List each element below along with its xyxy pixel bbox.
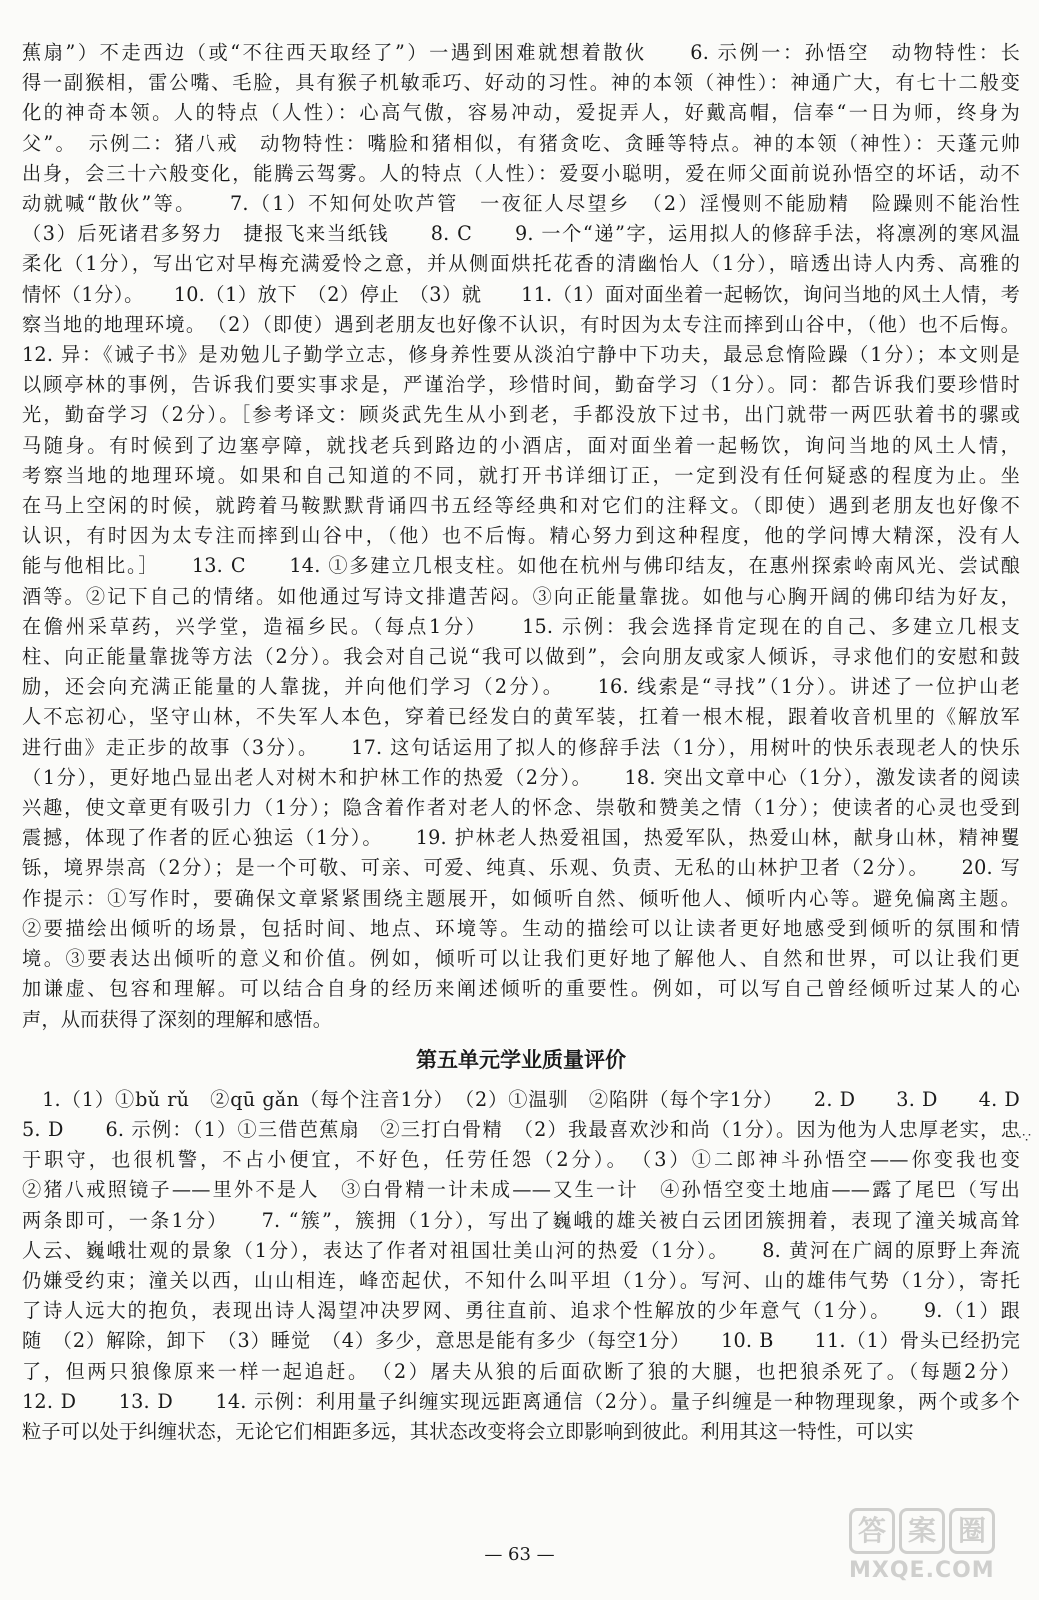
section-title: 第五单元学业质量评价 xyxy=(416,1047,626,1072)
text-line: （1分），更好地凸显出老人对树木和护林工作的热爱（2分）。 18. 突出文章中心（1分），激发读者的阅读 xyxy=(22,765,1020,789)
text-line: 动就喊“散伙”等。 7.（1）不知何处吹芦管 一夜征人尽望乡 （2）淫慢则不能励精 险躁则不能治性 xyxy=(22,192,1020,216)
text-line: 1.（1）①bǔ rǔ ②qū gǎn（每个注音1分） （2）①温驯 ②陷阱（每个字1分） 2. D 3. D 4. D xyxy=(22,1087,1020,1111)
text-line: 12. 异：《诫子书》是劝勉儿子勤学立志，修身养性要从淡泊宁静中下功夫，最忌怠惰险躁（1分）；本文则是 xyxy=(22,343,1020,367)
text-line: 随 （2）解除，卸下 （3）睡觉 （4）多少，意思是能有多少（每空1分） 10. B 11.（1）骨头已经扔完 xyxy=(22,1329,1020,1353)
text-line: 于职守，也很机警，不占小便宜，不好色，任劳任怨（2分）。 （3）①二郎神斗孙悟空——你变我也变 xyxy=(22,1148,1020,1172)
text-line: 了，但两只狼像原来一样一起追赶。 （2）屠夫从狼的后面砍断了狼的大腿，也把狼杀死了。（每题2分） xyxy=(22,1359,1020,1383)
text-line: 境。③要表达出倾听的意义和价值。例如，倾听可以让我们更好地了解他人、自然和世界，可以让我们更 xyxy=(22,947,1020,971)
text-line: （3）后死诸君多努力 捷报飞来当纸钱 8. C 9. 一个“递”字，运用拟人的修辞手法，将凛冽的寒风温 xyxy=(22,222,1020,246)
text-line: 人不忘初心，坚守山林，不失军人本色，穿着已经发白的黄军装，扛着一根木棍，跟着收音机里的《解放军 xyxy=(22,705,1020,729)
text-line: 进行曲》走正步的故事（3分）。 17. 这句话运用了拟人的修辞手法（1分），用树叶的快乐表现老人的快乐 xyxy=(22,735,1020,759)
page-number: — 63 — xyxy=(484,1544,555,1565)
watermark-url: MXQE.COM xyxy=(849,1558,995,1583)
text-line: 以顾亭林的事例，告诉我们要实事求是，严谨治学，珍惜时间，勤奋学习（1分）。同：都告诉我们要珍惜时 xyxy=(22,373,1020,397)
text-line: 得一副猴相，雷公嘴、毛脸，具有猴子机敏乖巧、好动的习性。神的本领（神性）：神通广大，有七十二般变 xyxy=(22,71,1020,95)
answer-text-block xyxy=(22,38,1020,1035)
text-line: 铄，境界崇高（2分）；是一个可敬、可亲、可爱、纯真、乐观、负责、无私的山林护卫者（2分）。 20. 写 xyxy=(22,856,1020,880)
text-line: 马随身。有时候到了边塞亭障，就找老兵到路边的小酒店，面对面坐着一起畅饮，询问当地的风土人情， xyxy=(22,433,1020,457)
text-line: 光，勤奋学习（2分）。［参考译文：顾炎武先生从小到老，手都没放下过书，出门就带一两匹驮着书的骡或 xyxy=(22,403,1020,427)
text-line: 化的神奇本领。人的特点（人性）：心高气傲，容易冲动，爱捉弄人，好戴高帽，信奉“一日为师，终身为 xyxy=(22,101,1020,125)
margin-mark: ·∵ xyxy=(1017,1130,1031,1146)
text-line: 加谦虚、包容和理解。可以结合自身的经历来阐述倾听的重要性。例如，可以写自己曾经倾听过某人的心 xyxy=(22,977,1020,1001)
text-line: 作提示：①写作时，要确保文章紧紧围绕主题展开，如倾听自然、倾听他人、倾听内心等。避免偏离主题。 xyxy=(22,886,1020,910)
text-line: ②猪八戒照镜子——里外不是人 ③白骨精一计未成——又生一计 ④孙悟空变土地庙——露了尾巴（写出 xyxy=(22,1178,1020,1202)
text-line: 蕉扇”）不走西边（或“不往西天取经了”）一遇到困难就想着散伙 6. 示例一：孙悟空 动物特性：长 xyxy=(22,41,1020,64)
text-line: 仍嫌受约束；潼关以西，山山相连，峰峦起伏，不知什么叫平坦（1分）。写河、山的雄伟气势（1分），寄托 xyxy=(22,1268,1020,1292)
text-line: 5. D 6. 示例：（1）①三借芭蕉扇 ②三打白骨精 （2）我最喜欢沙和尚（1分）。因为他为人忠厚老实，忠 xyxy=(22,1117,1020,1141)
text-line: 兴趣，使文章更有吸引力（1分）；隐含着作者对老人的怀念、崇敬和赞美之情（1分）；使读者的心灵也受到 xyxy=(22,796,1020,820)
answer-page xyxy=(22,38,1020,1447)
text-line: 能与他相比。］ 13. C 14. ①多建立几根支柱。如他在杭州与佛印结友，在惠州探索岭南风光、尝试酿 xyxy=(22,554,1020,578)
text-line: 在儋州采草药，兴学堂，造福乡民。（每点1分） 15. 示例：我会选择肯定现在的自己、多建立几根支 xyxy=(22,614,1020,638)
text-line: 粒子可以处于纠缠状态，无论它们相距多远，其状态改变将会立即影响到彼此。利用其这一特性，可以实 xyxy=(22,1419,914,1443)
answer-text-block-unit5 xyxy=(22,1085,1020,1447)
watermark-logo xyxy=(849,1508,999,1598)
text-line: 在马上空闲的时候，就跨着马鞍默默背诵四书五经等经典和对它们的注释文。（即使）遇到老朋友也好像不 xyxy=(22,494,1020,518)
text-line: 出身，会三十六般变化，能腾云驾雾。人的特点（人性）：爱耍小聪明，爱在师父面前说孙悟空的坏话，动不 xyxy=(22,161,1020,185)
text-line: 震撼，体现了作者的匠心独运（1分）。 19. 护林老人热爱祖国，热爱军队，热爱山林，献身山林，精神矍 xyxy=(22,826,1020,850)
watermark-char: 圈 xyxy=(949,1508,995,1554)
text-line: 人云、巍峨壮观的景象（1分），表达了作者对祖国壮美山河的热爱（1分）。 8. 黄河在广阔的原野上奔流 xyxy=(22,1238,1020,1262)
text-line: 了诗人远大的抱负，表现出诗人渴望冲决罗网、勇往直前、追求个性解放的少年意气（1分）。 9.（1）跟 xyxy=(22,1299,1020,1323)
text-line: 认识，有时因为太专注而摔到山谷中，（他）也不后悔。精心努力到这种程度，他的学问博大精深，没有人 xyxy=(22,524,1020,548)
watermark-char: 案 xyxy=(899,1508,945,1554)
text-line: 考察当地的地理环境。如果和自己知道的不同，就打开书详细订正，一定到没有任何疑惑的程度为止。坐 xyxy=(22,463,1020,487)
text-line: 12. D 13. D 14. 示例：利用量子纠缠实现远距离通信（2分）。量子纠缠是一种物理现象，两个或多个 xyxy=(22,1389,1020,1413)
text-line: 酒等。②记下自己的情绪。如他通过写诗文排遣苦闷。③向正能量靠拢。如他与心胸开阔的佛印结为好友， xyxy=(22,584,1020,608)
text-line: 父”。 示例二：猪八戒 动物特性：嘴脸和猪相似，有猪贪吃、贪睡等特点。神的本领（神性）：天蓬元帅 xyxy=(22,131,1020,155)
text-line: 励，还会向充满正能量的人靠拢，并向他们学习（2分）。 16. 线索是“寻找”（1分）。讲述了一位护山老 xyxy=(22,675,1020,699)
text-line: 声，从而获得了深刻的理解和感悟。 xyxy=(22,1007,333,1031)
text-line: ②要描绘出倾听的场景，包括时间、地点、环境等。生动的描绘可以让读者更好地感受到倾听的氛围和情 xyxy=(22,916,1020,940)
watermark-char: 答 xyxy=(849,1508,895,1554)
text-line: 柔化（1分），写出它对早梅充满爱怜之意，并从侧面烘托花香的清幽怡人（1分），暗透出诗人内秀、高雅的 xyxy=(22,252,1020,276)
text-line: 两条即可，一条1分） 7. “簇”，簇拥（1分），写出了巍峨的雄关被白云团团簇拥着，表现了潼关城高耸 xyxy=(22,1208,1020,1232)
text-line: 情怀（1分）。 10.（1）放下 （2）停止 （3）就 11.（1）面对面坐着一起畅饮，询问当地的风土人情，考 xyxy=(22,282,1020,306)
text-line: 柱、向正能量靠拢等方法（2分）。我会对自己说“我可以做到”，会向朋友或家人倾诉，寻求他们的安慰和鼓 xyxy=(22,645,1020,669)
text-line: 察当地的地理环境。 （2）（即使）遇到老朋友也好像不认识，有时因为太专注而摔到山谷中，（他）也不后悔。 xyxy=(22,312,1020,336)
